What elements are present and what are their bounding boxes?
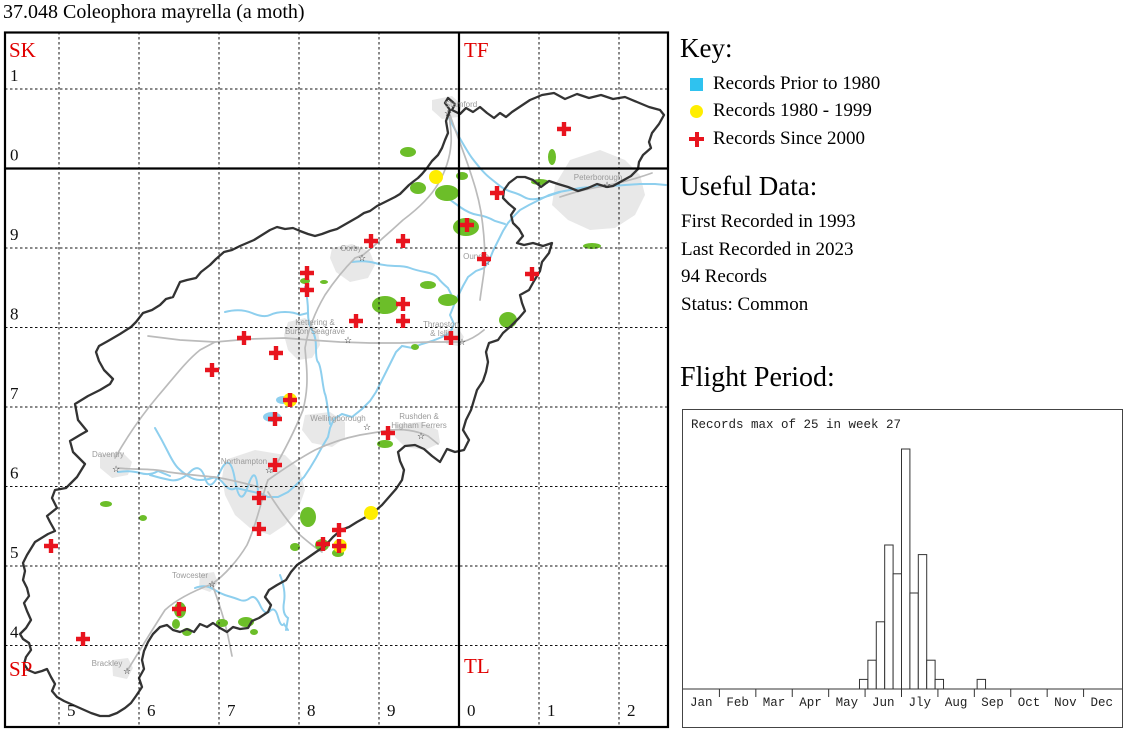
town-star-icon: ☆: [343, 336, 353, 346]
town-star-icon: ☆: [207, 580, 217, 590]
town-label: Burton Seagrave: [284, 327, 346, 336]
record-marker-since-2000: [76, 632, 90, 646]
town-star-icon: ☆: [111, 465, 121, 475]
grid-100km-letter: TL: [464, 654, 490, 678]
town-label: Higham Ferrers: [391, 421, 447, 430]
grid-row-label: 4: [10, 622, 19, 642]
grid-col-label: 8: [307, 701, 316, 720]
status-line: Status: Common: [681, 294, 809, 315]
record-marker-since-2000: [44, 539, 58, 553]
grid-col-label: 2: [627, 701, 636, 720]
town-star-icon: ☆: [457, 338, 467, 348]
histogram-bar: [893, 574, 901, 689]
grid-100km-letter: TF: [464, 38, 489, 62]
record-marker-since-2000: [396, 314, 410, 328]
town-star-icon: ☆: [264, 466, 274, 476]
town-label: Northampton: [220, 457, 268, 466]
record-marker-since-2000: [349, 314, 363, 328]
town-label: Wellingborough: [310, 414, 366, 423]
histogram-bar: [910, 593, 918, 689]
histogram-bar: [918, 555, 926, 689]
month-label: Sep: [981, 696, 1004, 710]
record-marker-since-2000: [396, 234, 410, 248]
chart-annotation: Records max of 25 in week 27: [691, 418, 902, 432]
grid-col-label: 5: [67, 701, 76, 720]
town-label: Oundle: [463, 252, 489, 261]
town-label: Kettering &: [295, 318, 335, 327]
key-item-since-2000: [690, 129, 865, 149]
town-label: Brackley: [91, 659, 123, 668]
key-item-prior-1980: [690, 74, 880, 94]
key-item-label: Records 1980 - 1999: [713, 100, 872, 121]
urban-areas: [100, 96, 645, 679]
last-recorded-line: Last Recorded in 2023: [681, 239, 854, 260]
month-label: Jan: [689, 696, 713, 710]
record-marker-since-2000: [237, 331, 251, 345]
flight-period-heading: Flight Period:: [680, 362, 835, 393]
grid-100km-letter: SP: [9, 657, 33, 681]
town-star-icon: ☆: [362, 423, 372, 433]
grid-row-label: 9: [10, 225, 19, 244]
month-label: Aug: [944, 696, 968, 710]
grid-col-label: 1: [547, 701, 556, 720]
grid-row-label: 1: [10, 66, 19, 85]
prior-1980-square-icon: [690, 78, 703, 91]
town-star-icon: ☆: [357, 254, 367, 264]
town-label: Rushden &: [399, 412, 439, 421]
histogram-bar: [927, 660, 935, 689]
key-heading: Key:: [680, 33, 733, 63]
town-star-icon: ☆: [602, 181, 612, 191]
record-marker-since-2000: [396, 297, 410, 311]
record-count-line: 94 Records: [681, 266, 768, 287]
histogram-bar: [885, 545, 893, 689]
record-marker-since-2000: [269, 346, 283, 360]
town-label: Thrapston: [422, 320, 460, 329]
grid-row-label: 8: [10, 304, 19, 324]
month-label: Jly: [908, 696, 931, 710]
key-item-label: Records Prior to 1980: [713, 73, 881, 94]
since-2000-cross-icon: [690, 133, 703, 146]
grid-100km-letter: SK: [9, 38, 36, 62]
town-label: Peterborough: [573, 173, 623, 182]
county-boundary: [20, 93, 664, 716]
town-label: & Islip: [430, 329, 452, 338]
town-label: Towcester: [171, 571, 209, 580]
grid-row-label: 6: [10, 463, 19, 483]
map-frame: [5, 33, 668, 728]
record-marker-since-2000: [300, 266, 314, 280]
record-marker-1980-1999: [429, 170, 443, 184]
histogram-bar: [876, 622, 884, 689]
record-marker-since-2000: [557, 122, 571, 136]
town-label: Stamford: [444, 100, 478, 109]
town-star-icon: ☆: [482, 258, 492, 268]
grid-row-label: 5: [10, 543, 19, 562]
first-recorded-line: First Recorded in 1993: [681, 211, 856, 232]
month-label: Apr: [799, 696, 822, 710]
grid-col-label: 0: [467, 701, 476, 720]
month-label: Nov: [1054, 696, 1077, 710]
month-label: Mar: [762, 696, 786, 710]
grid-lines: [5, 32, 668, 727]
grid-row-label: 0: [10, 145, 19, 165]
histogram-bar: [977, 679, 985, 689]
histogram-bar: [859, 679, 867, 689]
month-label: May: [835, 696, 859, 710]
flight-period-chart: [682, 409, 1123, 728]
grid-col-label: 6: [147, 701, 156, 720]
town-label: Corby: [340, 244, 362, 253]
town-star-icon: ☆: [443, 109, 453, 119]
record-marker-1980-1999: [364, 506, 378, 520]
histogram-bar: [868, 660, 876, 689]
useful-data-heading: Useful Data:: [680, 171, 818, 201]
month-label: Feb: [726, 696, 749, 710]
record-marker-since-2000: [525, 267, 539, 281]
key-item-1980-1999: [690, 101, 872, 121]
town-label: Daventry: [91, 450, 125, 459]
month-label: Oct: [1017, 696, 1041, 710]
town-star-icon: ☆: [416, 432, 426, 442]
1980-1999-circle-icon: [690, 105, 703, 118]
grid-col-label: 7: [227, 701, 236, 720]
record-marker-since-2000: [205, 363, 219, 377]
town-star-icon: ☆: [122, 667, 132, 677]
month-label: Jun: [872, 696, 895, 710]
grid-col-label: 9: [387, 701, 396, 720]
month-label: Dec: [1090, 696, 1114, 710]
grid-row-label: 7: [10, 384, 19, 403]
page-title: 37.048 Coleophora mayrella (a moth): [3, 1, 305, 23]
record-marker-since-2000: [300, 283, 314, 297]
histogram-bar: [902, 449, 910, 689]
record-marker-since-2000: [364, 234, 378, 248]
key-item-label: Records Since 2000: [713, 128, 865, 149]
histogram-bar: [935, 679, 943, 689]
